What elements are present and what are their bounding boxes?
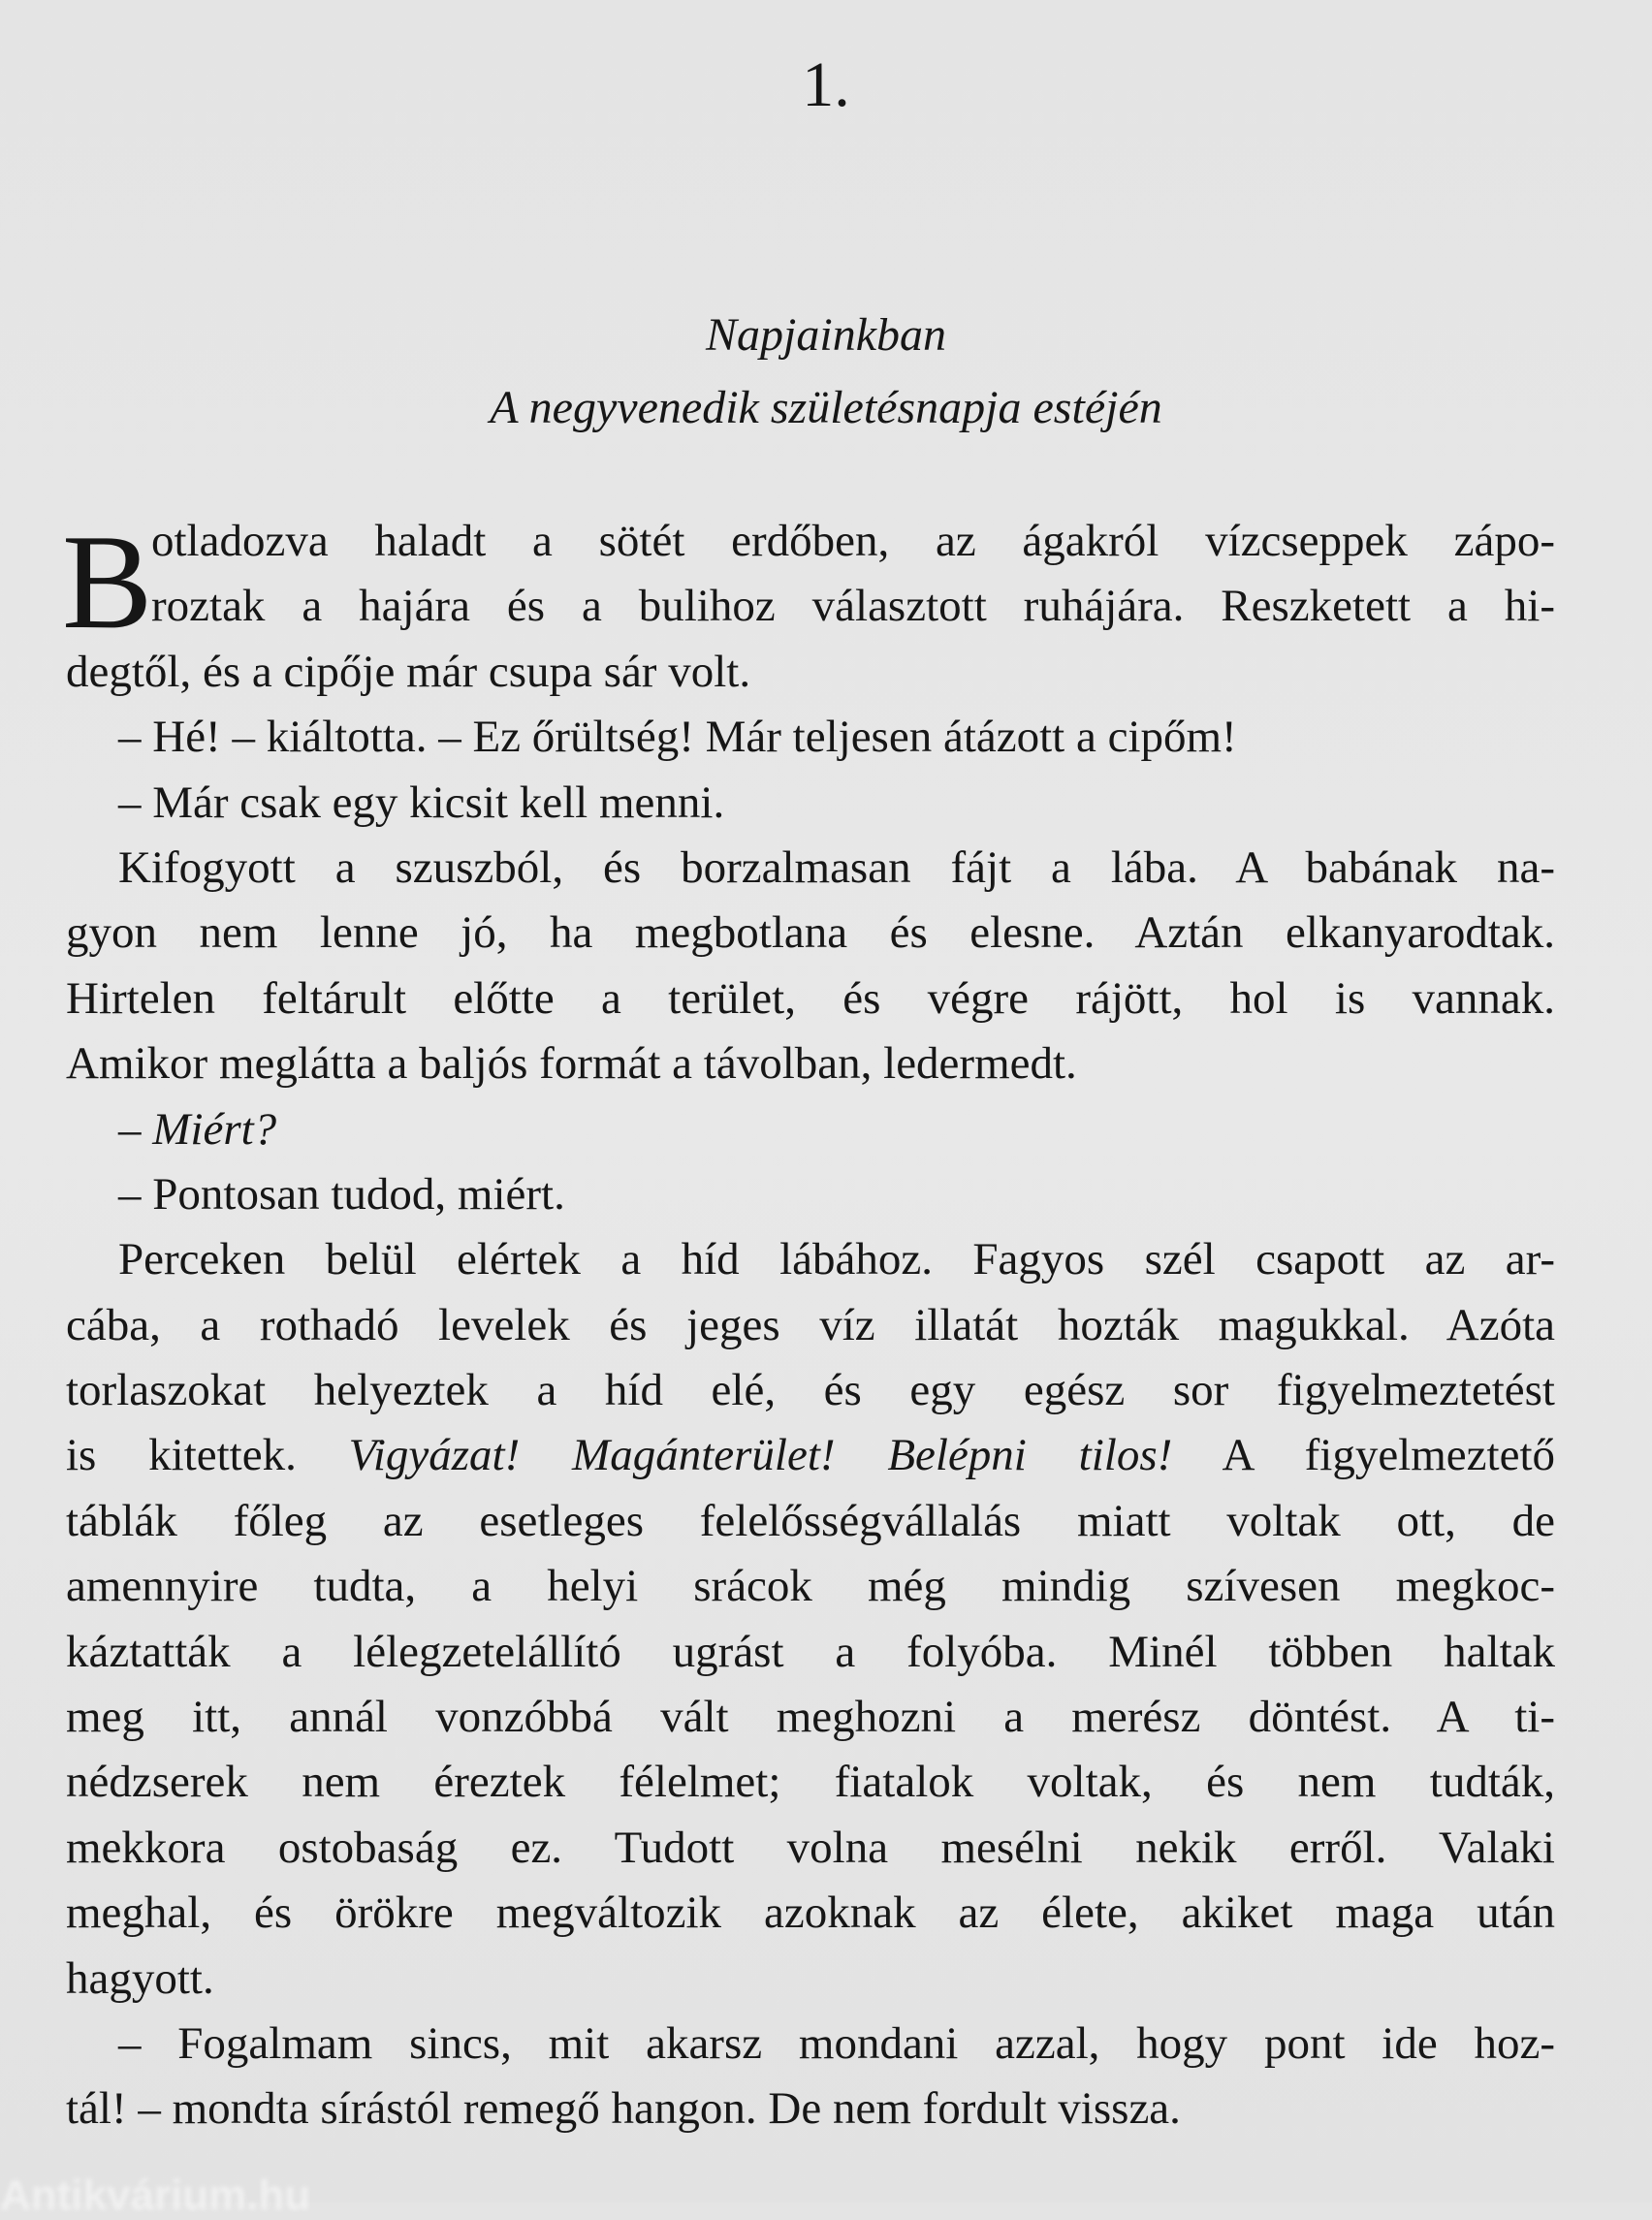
text-line: – Hé! – kiáltotta. – Ez őrültség! Már teljesen átázott a cipőm! [118, 712, 1237, 763]
italic-warning: Vigyázat! Magánterület! Belépni tilos! [348, 1430, 1173, 1481]
text-line: Kifogyott a szuszból, és borzalmasan fájt a lába. A babának na- [118, 841, 1555, 893]
text-line: táblák főleg az esetleges felelősségvállalás miatt voltak ott, de [66, 1495, 1555, 1546]
text-line: cába, a rothadó levelek és jeges víz illatát hozták magukkal. Azóta [66, 1299, 1555, 1350]
text-line: meg itt, annál vonzóbbá vált meghozni a merész döntést. A ti- [66, 1692, 1555, 1743]
italic-text: Miért? [152, 1103, 277, 1155]
dash: – [118, 1103, 153, 1155]
text-line: meghal, és örökre megváltozik azoknak az élete, akiket maga után [66, 1887, 1555, 1939]
text-line: hagyott. [66, 1952, 214, 2004]
text-line [66, 1097, 1555, 1162]
text-line: torlaszokat helyeztek a híd elé, és egy egész sor figyelmeztetést [66, 1365, 1555, 1416]
body-text [62, 507, 1556, 2142]
text-line: gyon nem lenne jó, ha megbotlana és elesne. Aztán elkanyarodtak. [66, 907, 1555, 959]
chapter-subtitle-time: Napjainkban [706, 309, 946, 361]
text-line: mekkora ostobaság ez. Tudott volna mesélni nekik erről. Valaki [66, 1822, 1555, 1873]
text-line: otladozva haladt a sötét erdőben, az ágakról vízcseppek zápo- [151, 516, 1555, 566]
text-line: – Már csak egy kicsit kell menni. [118, 777, 725, 828]
text-line: Hirtelen feltárult előtte a terület, és végre rájött, hol is vannak. [66, 972, 1555, 1024]
text-line: roztak a hajára és a bulihoz választott ruhájára. Reszketett a hi- [151, 581, 1555, 632]
text-line: – Fogalmam sincs, mit akarsz mondani azzal, hogy pont ide hoz- [118, 2017, 1555, 2069]
text-line: degtől, és a cipője már csupa sár volt. [66, 646, 751, 697]
chapter-number: 1. [802, 49, 850, 120]
text-line: káztatták a lélegzetelállító ugrást a folyóba. Minél többen haltak [66, 1626, 1555, 1677]
text-segment: is kitettek. [66, 1430, 349, 1481]
drop-cap: B [62, 507, 153, 657]
text-line: – Pontosan tudod, miért. [118, 1168, 565, 1220]
text-segment: A figyelmeztető [1222, 1430, 1556, 1481]
text-line: Perceken belül elértek a híd lábához. Fagyos szél csapott az ar- [118, 1234, 1555, 1285]
text-line [66, 1423, 1555, 1488]
text-line: Amikor meglátta a baljós formát a távolban, ledermedt. [66, 1038, 1077, 1090]
text-line: amennyire tudta, a helyi srácok még mindig szívesen megkoc- [66, 1561, 1555, 1612]
watermark: Antikvárium.hu [0, 2172, 311, 2219]
text-line: nédzserek nem éreztek félelmet; fiatalok voltak, és nem tudták, [66, 1757, 1555, 1808]
text-line: tál! – mondta sírástól remegő hangon. De nem fordult vissza. [66, 2083, 1181, 2135]
chapter-subtitle-occasion: A negyvenedik születésnapja estéjén [490, 382, 1162, 433]
